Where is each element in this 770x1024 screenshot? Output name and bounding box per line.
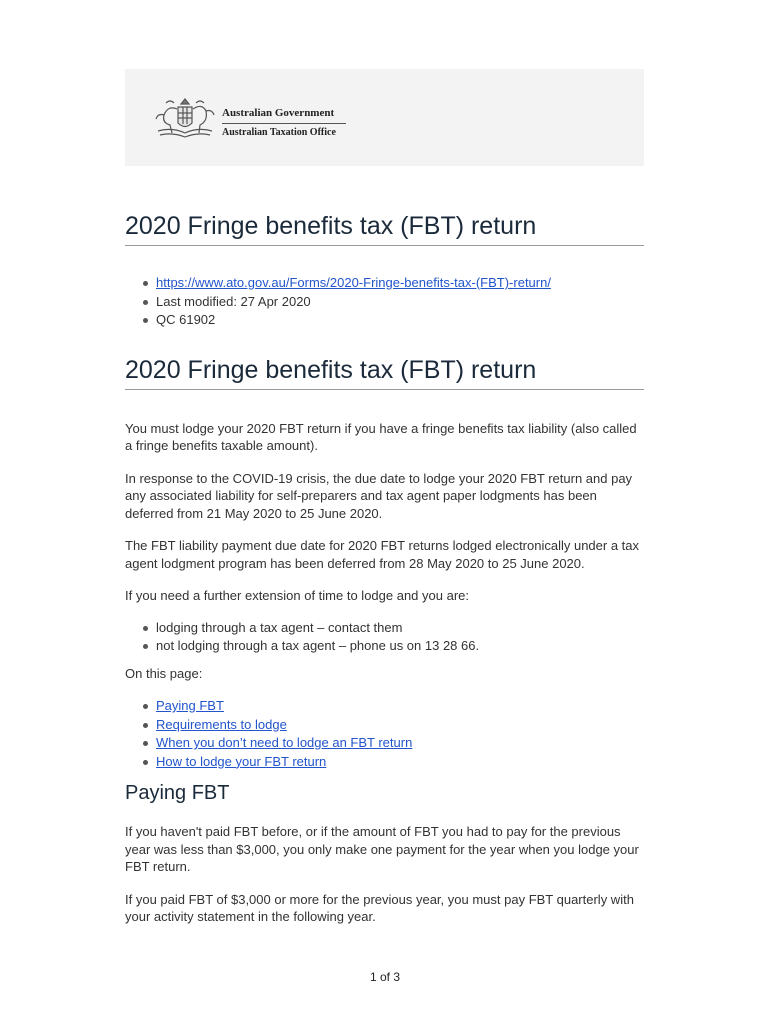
toc-link-how-to-lodge[interactable]: How to lodge your FBT return xyxy=(156,753,327,769)
agency-name: Australian Taxation Office xyxy=(222,127,336,138)
source-url-link[interactable]: https://www.ato.gov.au/Forms/2020-Fringe-benefits-tax-(FBT)-return/ xyxy=(156,275,551,290)
page-number: 1 of 3 xyxy=(369,970,401,984)
toc-item xyxy=(125,716,644,735)
toc-link-when-not-lodge[interactable]: When you don’t need to lodge an FBT return xyxy=(156,735,413,750)
toc-item xyxy=(125,734,644,753)
meta-url-item xyxy=(125,274,644,293)
meta-qc-item: QC 61902 xyxy=(125,311,644,330)
meta-list xyxy=(125,274,644,330)
paragraph: In response to the COVID-19 crisis, the due date to lodge your 2020 FBT return and pay any associated liability for self-preparers and tax agent paper lodgments has been deferred from 21 May 2020 to 25 June 2020. xyxy=(125,470,633,521)
meta-modified-item: Last modified: 27 Apr 2020 xyxy=(125,293,644,312)
table-of-contents xyxy=(125,697,644,771)
on-this-page-label: On this page: xyxy=(125,665,203,681)
paragraph: The FBT liability payment due date for 2020 FBT returns lodged electronically under a tax agent lodgment program has been deferred from 28 May 2020 to 25 June 2020. xyxy=(125,538,640,571)
toc-link-paying-fbt[interactable]: Paying FBT xyxy=(156,698,224,713)
toc-item xyxy=(125,697,644,716)
toc-link-requirements[interactable]: Requirements to lodge xyxy=(156,716,287,732)
paragraph: If you paid FBT of $3,000 or more for the previous year, you must pay FBT quarterly with your activity statement in the following year. xyxy=(125,891,634,924)
list-item: not lodging through a tax agent – phone us on 13 28 66. xyxy=(125,637,644,656)
section-heading-paying-fbt: Paying FBT xyxy=(125,782,230,804)
government-wordmark xyxy=(222,107,346,139)
section-title: 2020 Fringe benefits tax (FBT) return xyxy=(125,355,644,390)
paragraph: If you haven't paid FBT before, or if the amount of FBT you had to pay for the previous year was less than $3,000, you only make one payment for the year when you lodge your FBT return. xyxy=(125,824,639,874)
list-item: lodging through a tax agent – contact them xyxy=(125,619,644,638)
document-page xyxy=(125,69,644,926)
ato-banner xyxy=(125,69,644,166)
government-name: Australian Government xyxy=(222,107,346,124)
coat-of-arms-icon xyxy=(152,95,218,141)
agent-list xyxy=(125,619,644,656)
page-title: 2020 Fringe benefits tax (FBT) return xyxy=(125,211,644,246)
paragraph: If you need a further extension of time to lodge and you are: xyxy=(125,588,469,603)
toc-item xyxy=(125,753,644,772)
paragraph: You must lodge your 2020 FBT return if you have a fringe benefits tax liability (also called a fringe benefits taxable amount). xyxy=(125,420,637,453)
